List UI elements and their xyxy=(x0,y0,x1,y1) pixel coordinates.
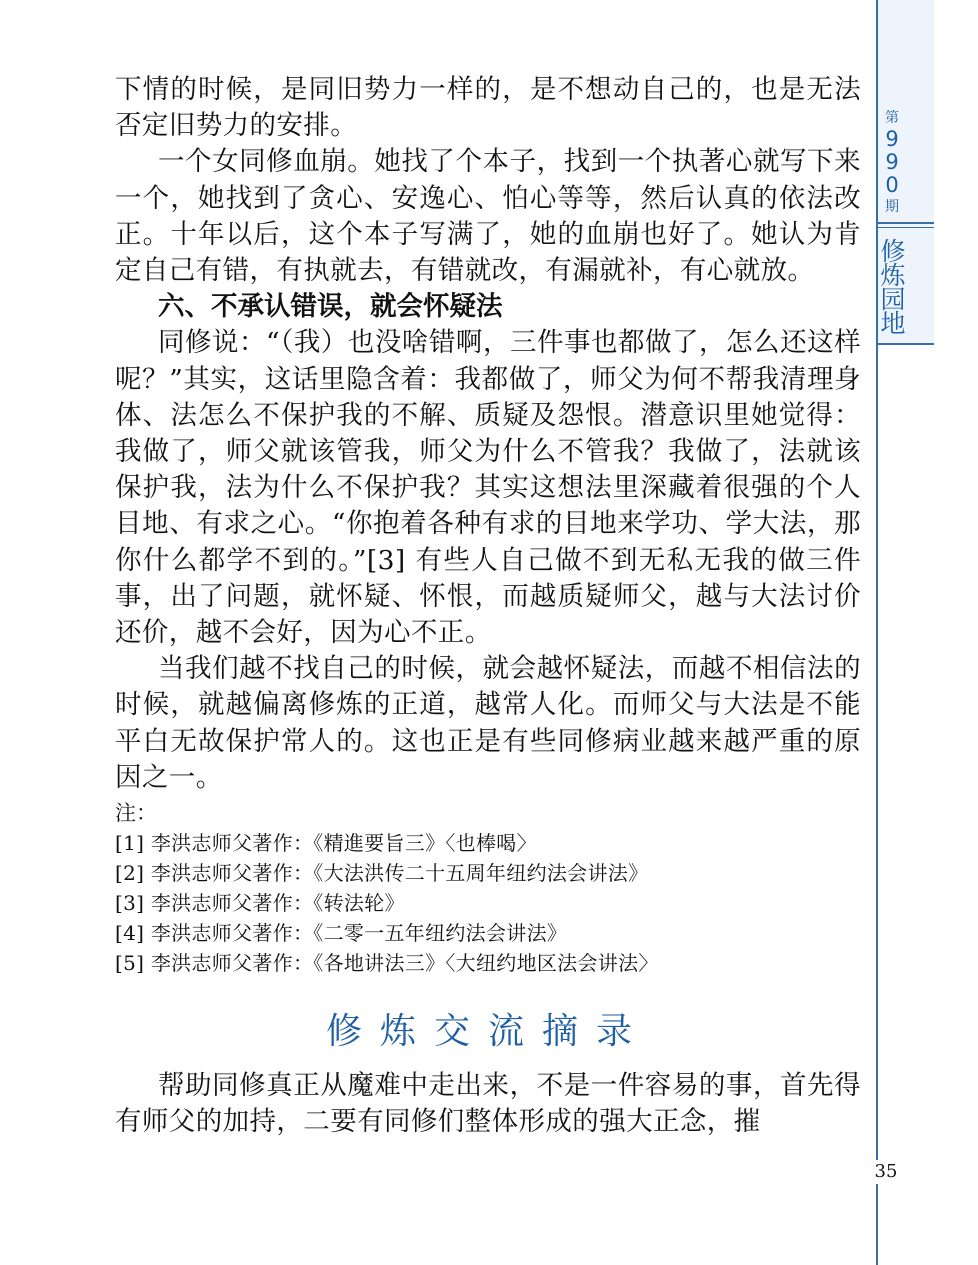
issue-digit: 0 xyxy=(885,173,899,197)
paragraph: 同修说：“（我）也没啥错啊，三件事也都做了，怎么还这样呢？”其实，这话里隐含着：我都做了，师父为何不帮我清理身体、法怎么不保护我的不解、质疑及怨恨。潜意识里她觉得：我做了，师父就该管我，师父为什么不管我？我做了，法就该保护我，法为什么不保护我？其实这想法里深藏着很强的个人目地、有求之心。“你抱着各种有求的目地来学功、学大法，那你什么都学不到的。”[3] 有些人自己做不到无私无我的做三件事，出了问题，就怀疑、怀恨，而越质疑师父，越与大法讨价还价，越不会好，因为心不正。 xyxy=(115,327,861,649)
section-name-char: 地 xyxy=(880,309,906,338)
sidebar-divider-thin xyxy=(878,227,934,228)
sidebar-divider-bottom xyxy=(878,343,934,345)
page-number: 35 xyxy=(870,1160,902,1184)
note-item: [2] 李洪志师父著作：《大法洪传二十五周年纽约法会讲法》 xyxy=(115,861,649,886)
paragraph: 当我们越不找自己的时候，就会越怀疑法，而越不相信法的时候，就越偏离修炼的正道，越常人化。而师父与大法是不能平白无故保护常人的。这也正是有些同修病业越来越严重的原因之一。 xyxy=(115,653,861,793)
notes-list xyxy=(115,828,861,978)
note-item: [5] 李洪志师父著作：《各地讲法三》〈大纽约地区法会讲法〉 xyxy=(115,951,659,976)
section-name xyxy=(878,237,908,338)
paragraph: 一个女同修血崩。她找了个本子，找到一个执著心就写下来一个，她找到了贪心、安逸心、怕心等等，然后认真的依法改正。十年以后，这个本子写满了，她的血崩也好了。她认为肯定自己有错，有执就去，有错就改，有漏就补，有心就放。 xyxy=(115,146,861,287)
issue-number xyxy=(878,108,906,217)
issue-prefix: 第 xyxy=(885,110,899,126)
notes-label: 注： xyxy=(115,801,157,826)
section-title: 修炼交流摘录 xyxy=(325,1011,650,1053)
paragraph: 帮助同修真正从魔难中走出来，不是一件容易的事，首先得有师父的加持，二要有同修们整体形成的强大正念，摧 xyxy=(115,1070,861,1138)
paragraph: 下情的时候，是同旧势力一样的，是不想动自己的，也是无法否定旧势力的安排。 xyxy=(115,74,861,142)
section-name-char: 修 xyxy=(880,237,906,266)
sidebar-divider xyxy=(878,222,934,224)
section-name-char: 炼 xyxy=(880,261,906,290)
issue-digit: 9 xyxy=(885,127,899,151)
note-item: [3] 李洪志师父著作：《转法轮》 xyxy=(115,891,405,916)
note-item: [4] 李洪志师父著作：《二零一五年纽约法会讲法》 xyxy=(115,921,568,946)
article-body xyxy=(115,72,861,1140)
issue-digit: 9 xyxy=(885,150,899,174)
issue-suffix: 期 xyxy=(885,199,899,215)
section-heading: 六、不承认错误，就会怀疑法 xyxy=(158,291,503,323)
section-name-char: 园 xyxy=(880,285,906,314)
note-item: [1] 李洪志师父著作：《精進要旨三》〈也棒喝〉 xyxy=(115,831,537,856)
